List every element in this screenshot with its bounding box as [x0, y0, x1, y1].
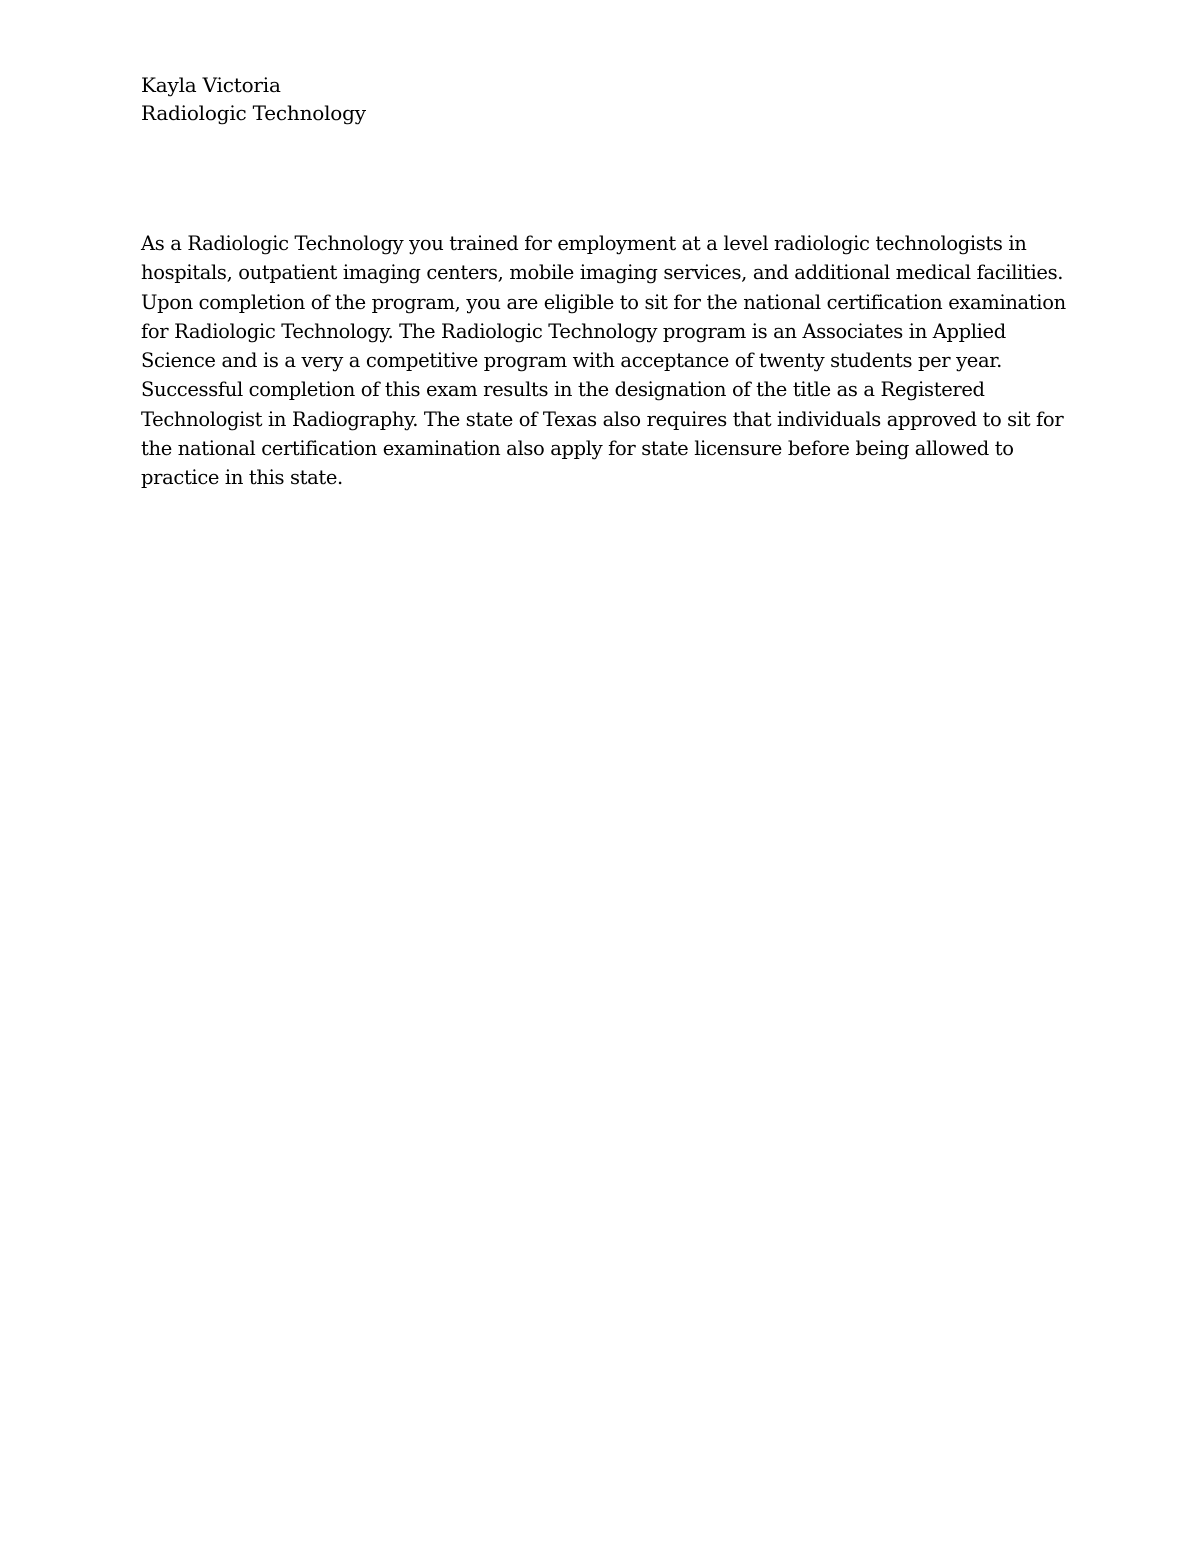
paragraph-line: Science and is a very a competitive program with acceptance of twenty students per year. — [141, 349, 1002, 373]
paragraph-line: Upon completion of the program, you are eligible to sit for the national certification examination — [141, 290, 1066, 314]
program-title: Radiologic Technology — [141, 101, 366, 125]
author-name: Kayla Victoria — [141, 73, 281, 97]
body-paragraph — [141, 229, 1081, 493]
paragraph-line: As a Radiologic Technology you trained for employment at a level radiologic technologists in — [141, 232, 1027, 255]
document-header — [141, 71, 366, 127]
paragraph-line: hospitals, outpatient imaging centers, mobile imaging services, and additional medical facilities. — [141, 261, 1064, 285]
paragraph-line: the national certification examination also apply for state licensure before being allowed to — [141, 437, 1014, 461]
paragraph-line: Technologist in Radiography. The state of Texas also requires that individuals approved to sit for — [141, 407, 1064, 431]
paragraph-line: Successful completion of this exam results in the designation of the title as a Registered — [141, 378, 985, 402]
paragraph-line: for Radiologic Technology. The Radiologic Technology program is an Associates in Applied — [141, 319, 1006, 343]
paragraph-line: practice in this state. — [141, 466, 343, 490]
